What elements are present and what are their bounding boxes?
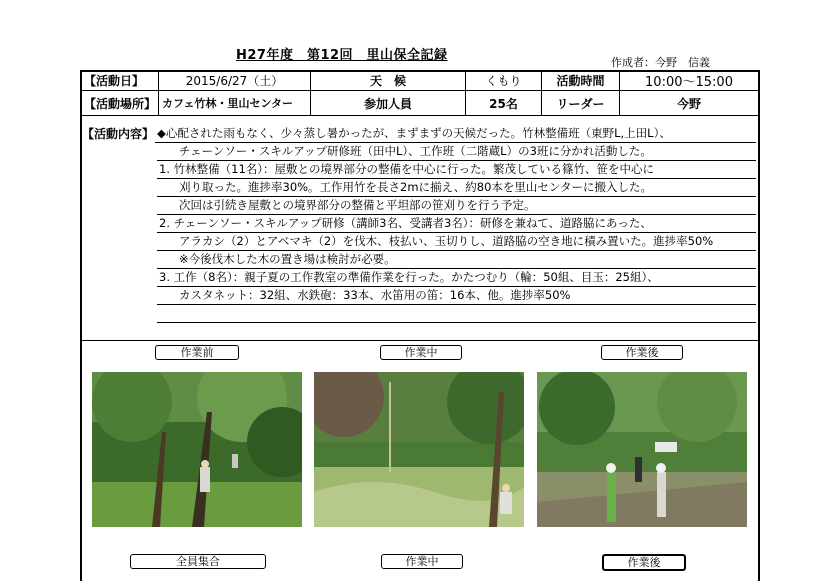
content-line: ◆心配された雨もなく、少々蒸し暑かったが、まずまずの天候だった。竹林整備班（東野L,上田L）、 <box>155 125 756 143</box>
caption-after: 作業後 <box>601 345 683 360</box>
content-line: カスタネット：32組、水鉄砲：33本、水笛用の笛：16本、他。進捗率50% <box>157 287 756 305</box>
photo-during <box>314 372 524 527</box>
content-label: 【活動内容】 <box>82 127 155 141</box>
participants-label: 参加人員 <box>311 91 466 116</box>
caption-during: 作業中 <box>380 345 462 360</box>
caption-after-2: 作業後 <box>602 554 686 571</box>
leader: 今野 <box>620 91 759 116</box>
content-line: 1. 竹林整備（11名）：屋敷との境界部分の整備を中心に行った。繁茂している篠竹、笹を中心に <box>157 161 756 179</box>
activity-time-label: 活動時間 <box>542 71 620 91</box>
author: 作成者：今野 信義 <box>611 56 710 69</box>
content-line: ※今後伐木した木の置き場は検討が必要。 <box>157 251 756 269</box>
content-line <box>157 323 756 341</box>
photo-after <box>537 372 747 527</box>
activity-date-label: 【活動日】 <box>81 71 159 91</box>
content-line <box>157 305 756 323</box>
section-divider <box>80 340 758 341</box>
content-lines <box>157 125 756 341</box>
content-line: チェーンソー・スキルアップ研修班（田中L）、工作班（二階蔵L）の3班に分かれ活動した。 <box>157 143 756 161</box>
activity-date: 2015/6/27（土） <box>159 71 311 91</box>
page-title: H27年度 第12回 里山保全記録 <box>236 48 448 63</box>
leader-label: リーダー <box>542 91 620 116</box>
activity-time: 10:00～15:00 <box>620 71 759 91</box>
content-line: 刈り取った。進捗率30%。工作用竹を長さ2mに揃え、約80本を里山センターに搬入した。 <box>157 179 756 197</box>
content-line: アラカシ（2）とアベマキ（2）を伐木、枝払い、玉切りし、道路脇の空き地に積み置いた。進捗率50% <box>157 233 756 251</box>
weather: くもり <box>466 71 542 91</box>
content-line: 3. 工作（8名）：親子夏の工作教室の準備作業を行った。かたつむり（輪：50組、目玉：25組）、 <box>157 269 756 287</box>
caption-during-2: 作業中 <box>381 554 463 569</box>
content-line: 2. チェーンソー・スキルアップ研修（講師3名、受講者3名）：研修を兼ねて、道路脇にあった、 <box>157 215 756 233</box>
place-label: 【活動場所】 <box>81 91 159 116</box>
place: カフェ竹林・里山センター <box>159 91 311 116</box>
header-table <box>80 70 759 116</box>
weather-label: 天 候 <box>311 71 466 91</box>
content-line: 次回は引続き屋敷との境界部分の整備と平坦部の笹刈りを行う予定。 <box>157 197 756 215</box>
caption-before: 作業前 <box>155 345 239 360</box>
caption-group: 全員集合 <box>130 554 266 569</box>
photo-before <box>92 372 302 527</box>
participants: 25名 <box>466 91 542 116</box>
